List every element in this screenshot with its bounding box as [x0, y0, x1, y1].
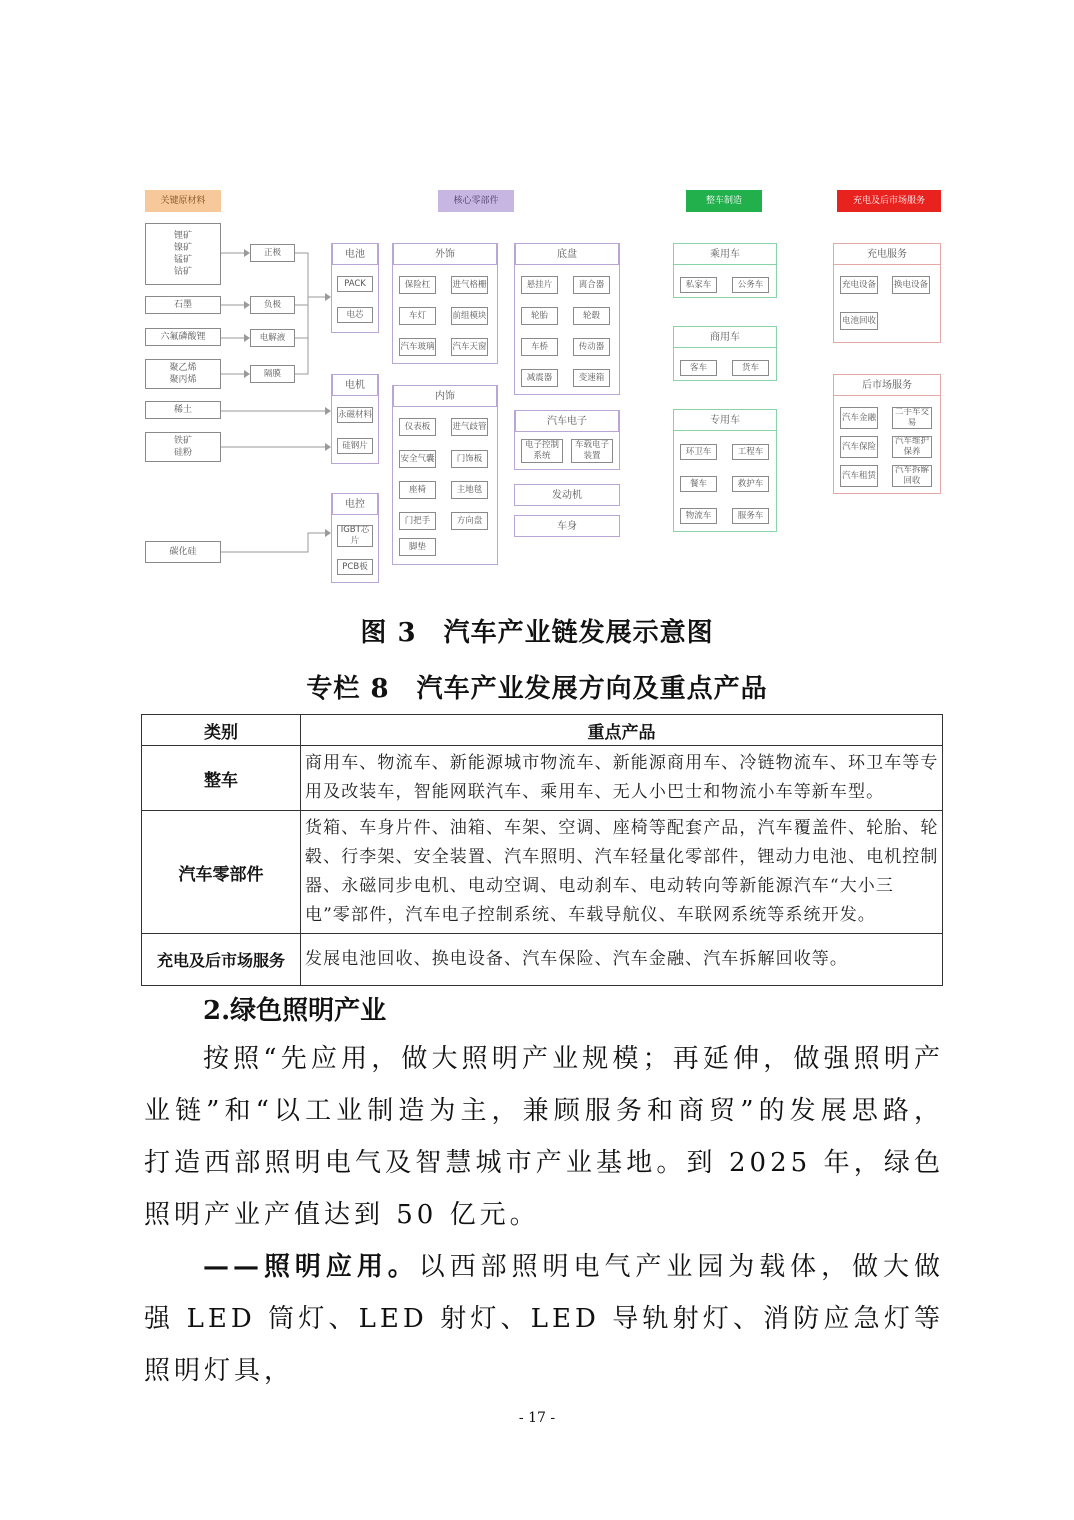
- table-row: [142, 934, 943, 986]
- raw-item: 碳化硅: [169, 547, 197, 557]
- raw-item: 稀土: [173, 405, 192, 415]
- header-charging-service: 充电及后市场服务: [837, 190, 941, 212]
- raw-item: 铁矿: [173, 436, 192, 446]
- raw-iron-silicon: [145, 432, 221, 462]
- aftermarket-item: 汽车金融: [840, 407, 878, 429]
- paragraph-2-text: 以西部照明电气产业园为载体，做大做强 LED 筒灯、LED 射灯、LED 导轨射灯、消防应急灯等照明灯具，: [144, 1252, 944, 1386]
- figure-caption: 图 3 汽车产业链发展示意图: [360, 618, 714, 648]
- chassis-item: 轮毂: [573, 307, 610, 325]
- group-chassis-title: 底盘: [515, 243, 619, 265]
- special-item: 救护车: [732, 476, 769, 492]
- raw-lipf6: [145, 328, 221, 346]
- section-heading: 2.绿色照明产业: [203, 996, 387, 1026]
- passenger-item: 公务车: [732, 277, 769, 293]
- table-row: [142, 746, 943, 811]
- group-electronics: [514, 410, 620, 470]
- part-cathode: 正极: [250, 244, 295, 262]
- group-passenger-title: 乘用车: [673, 243, 777, 265]
- commercial-item: 货车: [732, 360, 769, 376]
- table-cell-category: 整车: [142, 746, 301, 811]
- paragraph-1-text: 按照“先应用，做大照明产业规模；再延伸，做强照明产业链”和“以工业制造为主，兼顾服务和商贸”的发展思路，打造西部照明电气及智慧城市产业基地。到 2025 年，绿色照明产业产值达到 50 亿元。: [144, 1044, 944, 1230]
- table-cell-products: 货箱、车身片件、油箱、车架、空调、座椅等配套产品，汽车覆盖件、轮胎、轮毂、行李架、安全装置、汽车照明、汽车轻量化零部件，锂动力电池、电机控制器、永磁同步电机、电动空调、电动刹车、电动转向等新能源汽车“大小三电”零部件，汽车电子控制系统、车载导航仪、车联网系统等系统开发。: [301, 811, 943, 934]
- motor-item: 硅钢片: [337, 438, 373, 454]
- group-exterior: [392, 243, 498, 364]
- table-header-row: [142, 715, 943, 746]
- paragraph-2: [144, 1241, 944, 1397]
- special-item: 餐车: [680, 476, 717, 492]
- commercial-item: 客车: [680, 360, 717, 376]
- raw-item: 石墨: [173, 300, 192, 310]
- raw-graphite: [145, 296, 221, 314]
- group-motor: [331, 374, 379, 464]
- raw-polymer: [145, 359, 221, 389]
- interior-item: 仪表板: [399, 418, 436, 436]
- exterior-item: 车灯: [399, 307, 436, 325]
- table-header-products: 重点产品: [301, 715, 943, 746]
- paragraph-1: [144, 1033, 944, 1241]
- raw-item: 聚乙烯: [169, 363, 197, 373]
- exterior-item: 前组模块: [451, 307, 488, 325]
- group-commercial: [673, 326, 777, 381]
- raw-item: 镍矿: [173, 243, 192, 253]
- raw-item: 硅粉: [173, 448, 192, 458]
- passenger-item: 私家车: [680, 277, 717, 293]
- group-electronics-title: 汽车电子: [515, 410, 619, 432]
- chassis-item: 车桥: [521, 338, 558, 356]
- group-interior: [392, 385, 498, 565]
- interior-item: 座椅: [399, 481, 436, 499]
- exterior-item: 汽车玻璃: [399, 338, 436, 356]
- table-cell-products: 发展电池回收、换电设备、汽车保险、汽车金融、汽车拆解回收等。: [301, 934, 943, 986]
- engine-box: 发动机: [514, 484, 620, 506]
- raw-silicon-carbide: [145, 541, 221, 563]
- table-cell-products: 商用车、物流车、新能源城市物流车、新能源商用车、冷链物流车、环卫车等专用及改装车，智能网联汽车、乘用车、无人小巴士和物流小车等新车型。: [301, 746, 943, 811]
- group-interior-title: 内饰: [393, 385, 497, 407]
- table-header-category: 类别: [142, 715, 301, 746]
- charging-item: 电池回收: [840, 312, 878, 330]
- chassis-item: 传动器: [573, 338, 610, 356]
- header-core-parts: 核心零部件: [438, 190, 514, 212]
- battery-item: 电芯: [337, 307, 373, 323]
- special-item: 工程车: [732, 444, 769, 460]
- industry-chain-diagram: [140, 185, 950, 585]
- interior-item: 脚垫: [399, 538, 436, 556]
- group-control: [331, 493, 379, 583]
- aftermarket-item: 汽车维护保养: [892, 436, 932, 458]
- exterior-item: 汽车天窗: [451, 338, 488, 356]
- page-number: - 17 -: [518, 1410, 556, 1426]
- table-cell-category: 充电及后市场服务: [142, 934, 301, 986]
- group-charging: [833, 243, 941, 343]
- group-aftermarket: [833, 374, 941, 494]
- special-item: 服务车: [732, 508, 769, 524]
- group-battery-title: 电池: [332, 243, 378, 265]
- group-commercial-title: 商用车: [673, 326, 777, 348]
- table-cell-category: 汽车零部件: [142, 811, 301, 934]
- part-separator: 隔膜: [250, 365, 295, 383]
- chassis-item: 悬挂片: [521, 276, 558, 294]
- part-electrolyte: 电解液: [250, 329, 295, 347]
- group-passenger: [673, 243, 777, 298]
- exterior-item: 保险杠: [399, 276, 436, 294]
- products-table: [141, 714, 943, 986]
- electronics-item: 车载电子装置: [571, 439, 613, 463]
- group-battery: [331, 243, 379, 333]
- charging-item: 充电设备: [840, 276, 878, 294]
- raw-item: 六氟磷酸锂: [160, 332, 206, 342]
- chassis-item: 变速箱: [573, 369, 610, 387]
- table-caption: 专栏 8 汽车产业发展方向及重点产品: [306, 674, 768, 704]
- aftermarket-item: 二手车交易: [892, 407, 932, 429]
- aftermarket-item: 汽车拆解回收: [892, 465, 932, 487]
- part-anode: 负极: [250, 296, 295, 314]
- interior-item: 进气歧管: [451, 418, 488, 436]
- interior-item: 主地毯: [451, 481, 488, 499]
- group-exterior-title: 外饰: [393, 243, 497, 265]
- body-box: 车身: [514, 515, 620, 537]
- group-special-title: 专用车: [673, 409, 777, 431]
- raw-lithium-group: [145, 223, 221, 285]
- group-special: [673, 409, 777, 532]
- electronics-item: 电子控制系统: [521, 439, 563, 463]
- control-item: IGBT芯片: [337, 525, 373, 547]
- exterior-item: 进气格栅: [451, 276, 488, 294]
- control-item: PCB板: [337, 559, 373, 575]
- raw-item: 聚丙烯: [169, 375, 197, 385]
- interior-item: 安全气囊: [399, 450, 436, 468]
- interior-item: 门把手: [399, 512, 436, 530]
- group-aftermarket-title: 后市场服务: [833, 374, 941, 396]
- group-charging-title: 充电服务: [833, 243, 941, 265]
- group-control-title: 电控: [332, 493, 378, 515]
- motor-item: 永磁材料: [337, 407, 373, 423]
- group-chassis: [514, 243, 620, 395]
- interior-item: 方向盘: [451, 512, 488, 530]
- aftermarket-item: 汽车保险: [840, 436, 878, 458]
- raw-rare-earth: [145, 401, 221, 419]
- raw-item: 钴矿: [173, 267, 192, 277]
- header-raw-materials: 关键原材料: [145, 190, 221, 212]
- special-item: 物流车: [680, 508, 717, 524]
- raw-item: 锰矿: [173, 255, 192, 265]
- chassis-item: 减震器: [521, 369, 558, 387]
- header-vehicle-manufacturing: 整车制造: [686, 190, 762, 212]
- special-item: 环卫车: [680, 444, 717, 460]
- chassis-item: 离合器: [573, 276, 610, 294]
- chassis-item: 轮胎: [521, 307, 558, 325]
- charging-item: 换电设备: [892, 276, 930, 294]
- table-row: [142, 811, 943, 934]
- interior-item: 门饰板: [451, 450, 488, 468]
- group-motor-title: 电机: [332, 374, 378, 396]
- aftermarket-item: 汽车租赁: [840, 465, 878, 487]
- battery-item: PACK: [337, 276, 373, 292]
- raw-item: 锂矿: [173, 231, 192, 241]
- paragraph-2-lead: ——照明应用。: [203, 1252, 419, 1282]
